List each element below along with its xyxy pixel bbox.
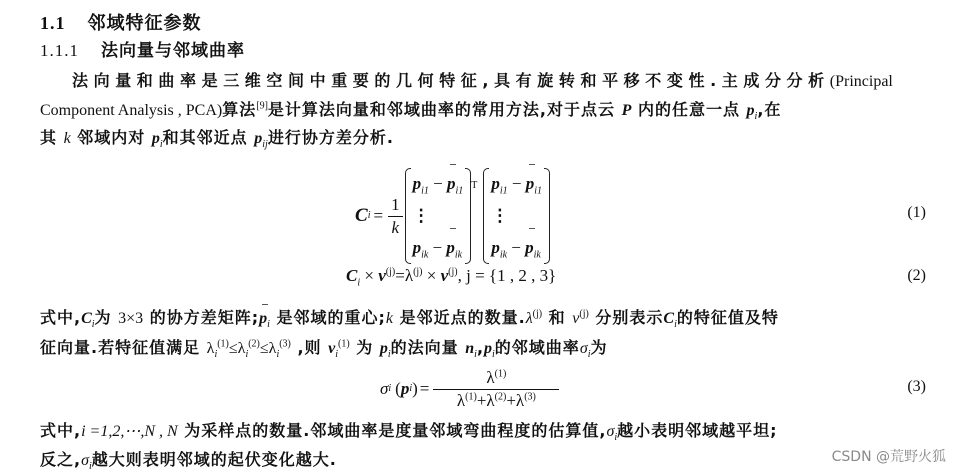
text: 和其邻近点: [162, 128, 248, 147]
math-sup: (j): [448, 266, 458, 278]
text: 是邻近点的数量.: [399, 308, 526, 327]
text: ,: [476, 338, 485, 357]
math-sub: i1: [534, 185, 542, 197]
math-sup: (j): [385, 266, 396, 278]
matrix-left: [405, 168, 472, 264]
math-sigma: σ: [606, 423, 615, 440]
fraction-numerator: 1: [388, 194, 403, 217]
text: 式中,: [40, 308, 82, 327]
paragraph2-line1: [40, 307, 779, 330]
text: 反之,: [40, 450, 82, 469]
text: 算法: [222, 100, 257, 119]
math-lambda: +λ: [506, 390, 525, 410]
math-sub: i1: [455, 185, 464, 197]
math-minus: −: [511, 174, 522, 193]
subsection-title: 法向量与邻域曲率: [101, 41, 245, 61]
math-p: p: [412, 238, 422, 257]
math-sup: (1): [494, 367, 507, 379]
math-sigma: σ: [579, 340, 588, 357]
math-v: v: [378, 266, 386, 285]
text: 内的任意一点: [637, 100, 740, 119]
text: 其: [40, 128, 58, 147]
text: 的协方差矩阵;: [149, 308, 260, 327]
paragraph1-line2: [40, 99, 781, 122]
math-sup: (1): [338, 338, 350, 350]
math-p: p: [491, 238, 500, 257]
math-C: C: [355, 205, 368, 226]
math-p-bar: p: [526, 168, 535, 200]
paragraph1-line3: [40, 127, 394, 150]
math-sub: i: [267, 319, 270, 331]
text: 的法向量: [390, 338, 459, 357]
text: ,则: [297, 338, 322, 357]
math-text: , j = {1 , 2 , 3}: [457, 266, 557, 285]
text: 是计算法向量和邻域曲率的常用方法,对于点云: [267, 100, 616, 119]
math-k: k: [63, 130, 71, 147]
math-sub: i: [492, 349, 495, 361]
math-sup: (j): [579, 308, 589, 320]
math-P: P: [621, 102, 632, 119]
section-heading: [40, 12, 202, 35]
math-sub: i: [91, 319, 95, 331]
math-sub: i: [335, 349, 339, 361]
math-sub: ik: [499, 249, 508, 261]
math-sub: i: [88, 461, 92, 473]
math-C: C: [81, 310, 92, 327]
math-lambda: λ: [404, 266, 414, 285]
text: 进行协方差分析.: [267, 128, 394, 147]
math-sub: i: [276, 349, 280, 361]
paragraph3-line1: [40, 420, 778, 443]
equation-number-1: (1): [907, 204, 926, 221]
math-sup: (1): [217, 338, 229, 350]
fraction: [433, 367, 559, 412]
math-sub: ij: [262, 139, 268, 151]
math-sub: i: [159, 139, 163, 151]
watermark: CSDN @荒野火狐: [831, 449, 946, 465]
equation-number-2: (2): [907, 267, 926, 284]
fraction-numerator: [433, 367, 559, 390]
math-paren: ): [412, 379, 418, 398]
vdots: ⋮: [412, 206, 430, 225]
math-leq: ≤: [228, 340, 238, 357]
text: 邻域内对: [77, 128, 146, 147]
math-sub: i1: [421, 185, 429, 197]
math-lambda: λ: [486, 367, 495, 387]
text: 的邻域曲率: [494, 338, 580, 357]
text: 为采样点的数量.邻域曲率是度量邻域弯曲程度的估算值,: [184, 421, 607, 440]
math-sup: (3): [279, 338, 291, 350]
math-p: p: [379, 340, 388, 357]
text: 的特征值及特: [676, 308, 779, 327]
fraction: [388, 194, 403, 239]
math-p: p: [151, 130, 160, 147]
math-sub: i: [214, 349, 218, 361]
math-sub: i: [387, 349, 391, 361]
math-p: p: [746, 102, 755, 119]
paragraph2-line2: [40, 337, 608, 360]
math-range: i =1,2,⋯,N , N: [81, 423, 178, 440]
section-number: 1.1: [40, 13, 66, 33]
text: ,在: [757, 100, 782, 119]
math-p: p: [400, 379, 410, 398]
fraction-denominator: [454, 390, 539, 412]
math-C: C: [346, 266, 358, 285]
math-equals: =: [395, 266, 405, 285]
math-paren: (: [395, 379, 401, 398]
math-p: p: [484, 340, 493, 357]
math-equals: =: [373, 206, 384, 225]
math-sup: (2): [494, 390, 507, 402]
math-minus: −: [433, 174, 443, 193]
math-sup: (j): [532, 308, 543, 320]
math-sub: i1: [499, 185, 508, 197]
text: 征向量.若特征值满足: [40, 338, 201, 357]
math-sub: ik: [454, 249, 463, 261]
paragraph1-line1: [72, 70, 893, 93]
math-times: ×: [364, 266, 374, 285]
equation-2: [346, 265, 556, 287]
math-sub: i: [614, 432, 618, 444]
text: 越小表明邻域越平坦;: [617, 421, 778, 440]
math-v: v: [440, 266, 449, 285]
matrix-right: [483, 168, 550, 264]
math-sigma: σ: [380, 379, 389, 398]
citation[interactable]: [9]: [256, 100, 268, 112]
math-size: 3×3: [118, 310, 144, 327]
math-sub: i: [587, 349, 591, 361]
math-sup: (j): [413, 266, 423, 278]
math-sub: i: [754, 111, 758, 123]
math-p: p: [491, 174, 500, 193]
math-equals: =: [419, 379, 430, 398]
equation-number-3: (3): [907, 378, 926, 395]
text: 为: [94, 308, 112, 327]
math-sub: i: [474, 349, 477, 361]
math-minus: −: [511, 238, 521, 257]
text: 分别表示: [595, 308, 664, 327]
math-lambda: +λ: [476, 390, 495, 410]
text: 是邻域的重心;: [276, 308, 386, 327]
math-sup: (2): [248, 338, 260, 350]
text: 为: [356, 338, 374, 357]
math-sup: (3): [524, 390, 536, 402]
math-k: k: [385, 310, 394, 327]
text: 法向量和曲率是三维空间中重要的几何特征,具有旋转和平移不变性.主成分分析: [72, 71, 830, 90]
text: 式中,: [40, 421, 82, 440]
math-sub: i: [245, 349, 249, 361]
math-minus: −: [432, 238, 443, 257]
math-C: C: [663, 310, 675, 327]
math-sup: (1): [465, 390, 477, 402]
subsection-heading: [40, 40, 245, 62]
math-p-bar: p: [447, 168, 456, 200]
math-lambda: λ: [237, 340, 246, 357]
paragraph3-line2: [40, 449, 337, 472]
fraction-denominator: k: [391, 217, 400, 237]
math-lambda: λ: [206, 340, 215, 357]
math-v: v: [328, 340, 336, 357]
math-leq: ≤: [259, 340, 269, 357]
math-lambda: λ: [456, 390, 466, 410]
math-sub: i: [674, 319, 677, 331]
text: 为: [590, 338, 608, 357]
math-sub: ik: [533, 249, 541, 261]
transpose-mark: T: [471, 180, 478, 191]
math-lambda: λ: [525, 310, 533, 327]
math-p: p: [254, 130, 263, 147]
math-p: p: [412, 174, 422, 193]
math-lambda: λ: [268, 340, 277, 357]
section-title: 邻域特征参数: [87, 13, 202, 34]
math-p-bar: p: [525, 232, 534, 264]
math-n: n: [465, 340, 475, 357]
math-p-bar: p: [446, 232, 455, 264]
equation-3: σ i ( p i ) = $\frac{\lambda^{(1)}}{\lambda^{(1)}+\lambda^{(2)}+\lambda^{(3)}}$: [380, 364, 561, 414]
vdots: ⋮: [491, 206, 509, 225]
equation-1: C i = $\frac{1}{k}$ $p_{i1} - p_{i1}$ ⋮ $p_{ik} - p_{ik}$ $^T$ $p_{i1} - p_{i1}$ ⋮ $p_{ik} - p_{ik}$: [355, 166, 550, 266]
math-sub: i: [357, 277, 361, 289]
text: 和: [548, 308, 566, 327]
math-times: ×: [426, 266, 437, 285]
text-english: (Principal: [829, 73, 893, 90]
math-sub: ik: [421, 249, 429, 261]
subsection-number: 1.1.1: [40, 41, 79, 60]
math-v: v: [572, 310, 580, 327]
text-english: Component Analysis , PCA): [40, 102, 223, 119]
text: 越大则表明邻域的起伏变化越大.: [91, 450, 337, 469]
math-p-bar: p: [259, 308, 267, 330]
math-sigma: σ: [81, 452, 89, 469]
